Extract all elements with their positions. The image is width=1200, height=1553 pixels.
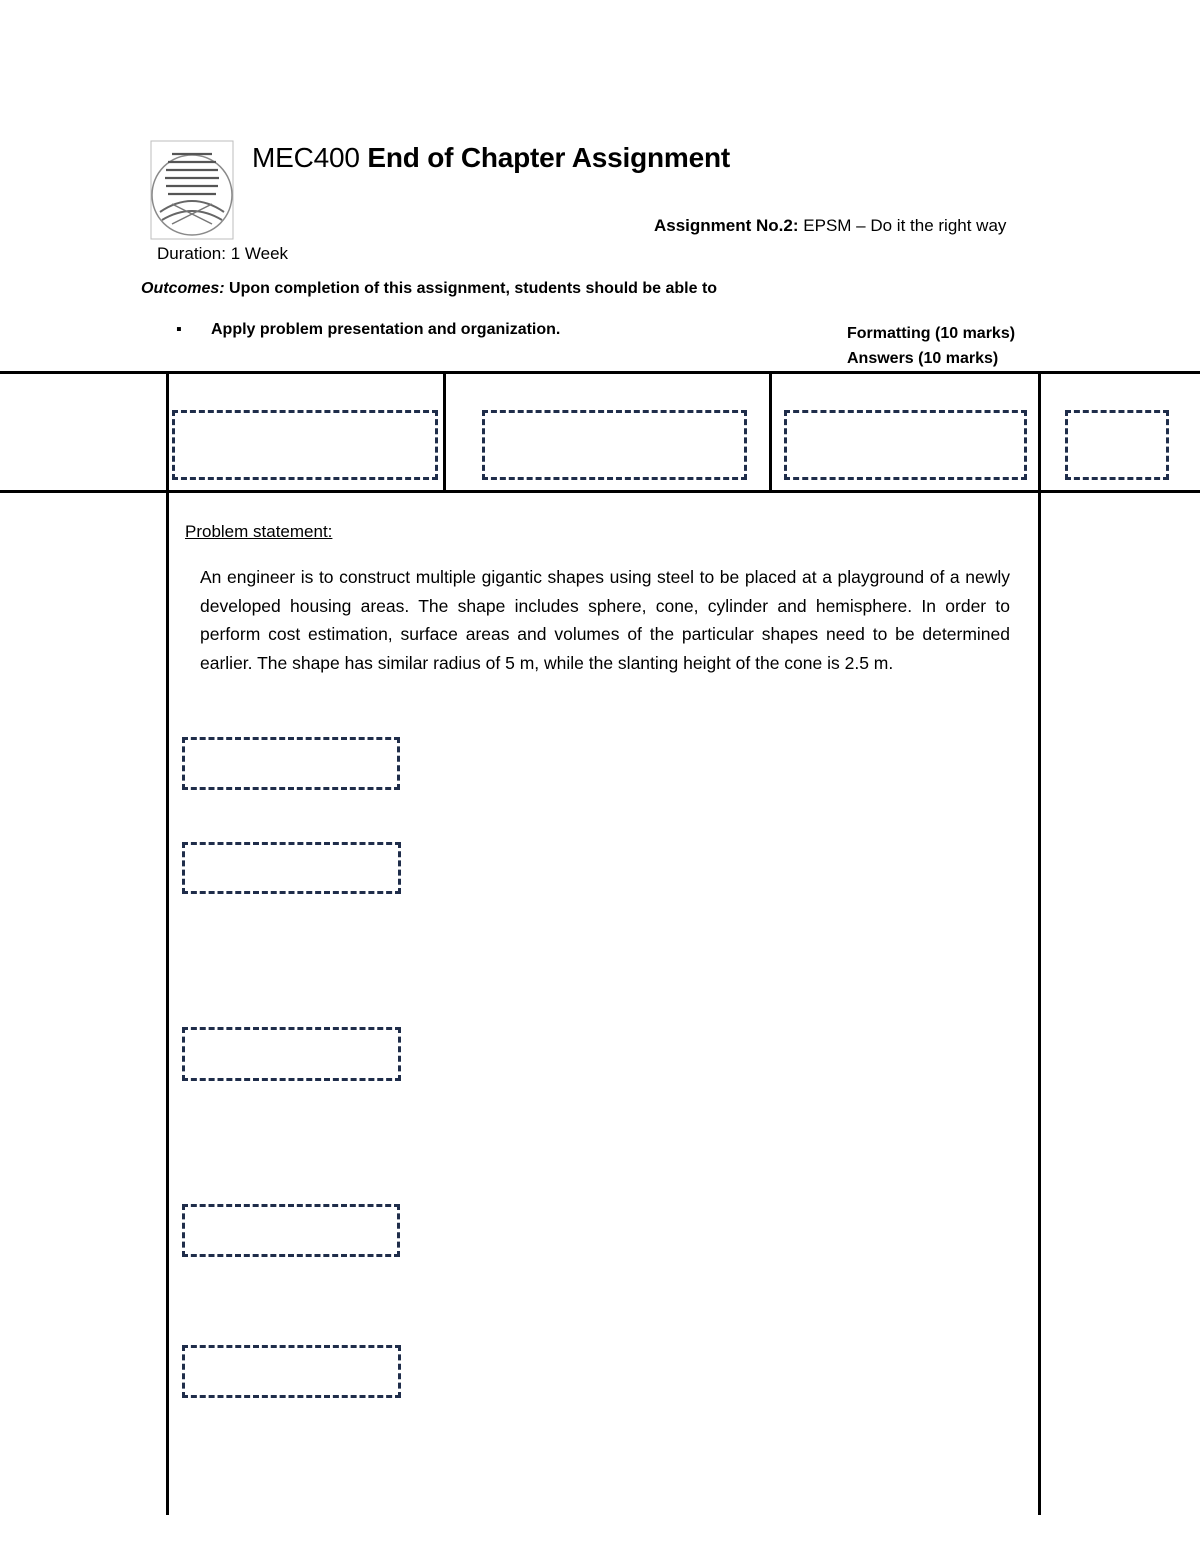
outcomes-text: Upon completion of this assignment, students should be able to bbox=[229, 280, 718, 297]
university-crest-icon bbox=[150, 140, 234, 240]
outcomes-label: Outcomes: bbox=[141, 280, 225, 297]
table-right-rule bbox=[1038, 371, 1041, 1515]
assignment-name: EPSM – Do it the right way bbox=[803, 216, 1007, 235]
outcomes-line bbox=[141, 280, 717, 298]
problem-statement-text: An engineer is to construct multiple gigantic shapes using steel to be placed at a playground of a newly developed housing areas. The shape includes sphere, cone, cylinder and hemisphere. In order to perform cost estimation, surface areas and volumes of the particular shapes need to be determined earlier. The shape has similar radius of 5 m, while the slanting height of the cone is 2.5 m. bbox=[200, 567, 1010, 673]
table-left-rule bbox=[166, 371, 169, 1515]
table-col-rule-2 bbox=[769, 371, 772, 493]
marks-breakdown bbox=[847, 321, 1015, 371]
answer-placeholder-box-4 bbox=[182, 1204, 400, 1257]
marks-formatting: Formatting (10 marks) bbox=[847, 325, 1016, 342]
answer-placeholder-box-1 bbox=[182, 737, 400, 790]
bullet-icon: ▪ bbox=[176, 321, 182, 338]
table-col-rule-1 bbox=[443, 371, 446, 493]
duration: Duration: 1 Week bbox=[157, 244, 289, 263]
header-placeholder-box-2 bbox=[482, 410, 747, 480]
answer-placeholder-box-2 bbox=[182, 842, 401, 894]
header-placeholder-box-1 bbox=[172, 410, 438, 480]
page-title bbox=[252, 142, 730, 174]
answer-placeholder-box-5 bbox=[182, 1345, 401, 1398]
marks-answers: Answers (10 marks) bbox=[847, 350, 999, 367]
assignment-label: Assignment No.2: bbox=[654, 216, 799, 235]
course-code: MEC400 bbox=[252, 142, 360, 173]
outcome-item: Apply problem presentation and organization. bbox=[211, 321, 561, 338]
table-header-rule bbox=[0, 490, 1200, 493]
header-placeholder-box-4 bbox=[1065, 410, 1169, 480]
answer-placeholder-box-3 bbox=[182, 1027, 401, 1081]
header-placeholder-box-3 bbox=[784, 410, 1027, 480]
problem-statement-label: Problem statement: bbox=[185, 522, 333, 541]
table-top-rule bbox=[0, 371, 1200, 374]
assignment-info bbox=[654, 216, 1006, 236]
assignment-title: End of Chapter Assignment bbox=[367, 142, 730, 173]
